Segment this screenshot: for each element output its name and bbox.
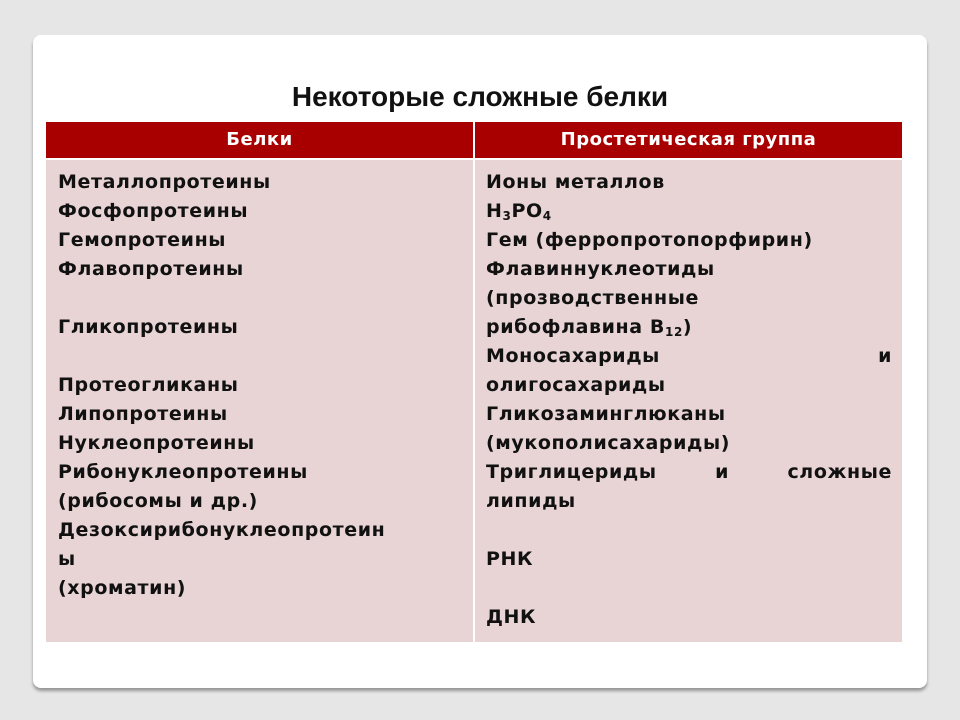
list-item: Липопротеины: [58, 403, 228, 425]
list-item: [486, 342, 892, 371]
flavin-close: ): [682, 316, 693, 338]
list-item: Ионы металлов: [486, 171, 665, 193]
list-item: Металлопротеины: [58, 171, 271, 193]
list-item: (рибосомы и др.): [58, 490, 258, 512]
trig-word: Триглицериды: [486, 461, 657, 483]
acid-h-subscript: 3: [502, 209, 512, 223]
spacer: [58, 342, 466, 371]
list-item: Нуклеопротеины: [58, 432, 255, 454]
list-item: Гликозаминглюканы: [486, 403, 726, 425]
acid-h: H: [486, 200, 503, 222]
flavin-text: рибофлавина B: [486, 316, 666, 338]
spacer: [486, 516, 892, 545]
acid-po: PO: [511, 200, 543, 222]
prosthetic-group-column: [486, 168, 892, 632]
column-divider: [473, 122, 475, 642]
flavin-subscript: 12: [665, 325, 683, 339]
list-item: Протеогликаны: [58, 374, 239, 396]
trig-word-2: сложные: [787, 461, 892, 483]
list-item: ДНК: [486, 606, 537, 628]
list-item: (хроматин): [58, 577, 187, 599]
list-item: ы: [58, 548, 76, 570]
list-item: [486, 313, 892, 342]
list-item: олигосахариды: [486, 374, 666, 396]
mono-word: Моносахариды: [486, 345, 660, 367]
list-item: Флавиннуклеотиды: [486, 258, 715, 280]
acid-po-subscript: 4: [542, 209, 552, 223]
list-item: Гликопротеины: [58, 316, 239, 338]
list-item: Фосфопротеины: [58, 200, 249, 222]
trig-conj: и: [715, 461, 729, 483]
list-item: Флавопротеины: [58, 258, 244, 280]
list-item: РНК: [486, 548, 534, 570]
mono-conj: и: [878, 345, 892, 367]
header-proteins: Белки: [226, 129, 293, 150]
list-item: [486, 458, 892, 487]
list-item: Гем (ферропротопорфирин): [486, 229, 813, 251]
list-item: Гемопротеины: [58, 229, 227, 251]
list-item: (прозводственные: [486, 287, 700, 309]
slide-title: Некоторые сложные белки: [291, 81, 669, 112]
list-item: (мукополисахариды): [486, 432, 731, 454]
protein-table: [45, 121, 903, 643]
list-item: [486, 197, 892, 226]
slide: [33, 35, 927, 688]
list-item: Дезоксирибонуклеопротеин: [58, 519, 386, 541]
list-item: липиды: [486, 490, 576, 512]
spacer: [58, 284, 466, 313]
header-prosthetic-group: Простетическая группа: [560, 129, 817, 150]
spacer: [486, 574, 892, 603]
list-item: Рибонуклеопротеины: [58, 461, 308, 483]
proteins-column: [58, 168, 466, 603]
